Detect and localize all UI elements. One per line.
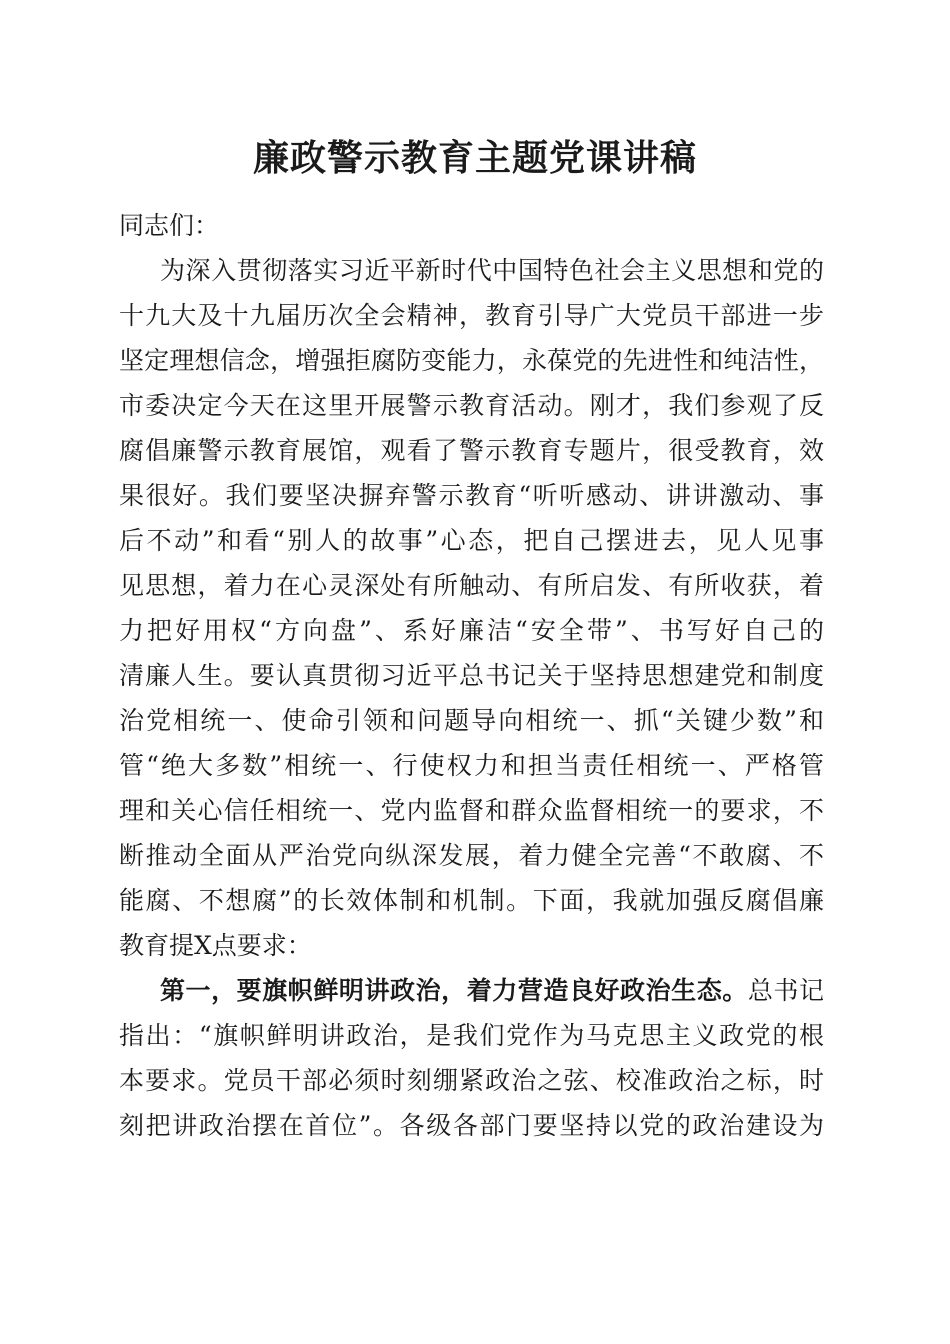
paragraph-line: 腐倡廉警示教育展馆，观看了警示教育专题片，很受教育，效 — [119, 436, 824, 465]
paragraph-line: 清廉人生。要认真贯彻习近平总书记关于坚持思想建党和制度 — [119, 661, 824, 690]
paragraph-line: 本要求。党员干部必须时刻绷紧政治之弦、校准政治之标，时 — [119, 1066, 824, 1095]
paragraph-line: 力把好用权“方向盘”、系好廉洁“安全带”、书写好自己的 — [119, 616, 824, 645]
paragraph-line: 教育提X点要求： — [119, 931, 312, 960]
paragraph-line: 指出：“旗帜鲜明讲政治，是我们党作为马克思主义政党的根 — [119, 1021, 824, 1050]
paragraph-line: 理和关心信任相统一、党内监督和群众监督相统一的要求，不 — [119, 796, 824, 825]
paragraph-line: 断推动全面从严治党向纵深发展，着力健全完善“不敢腐、不 — [119, 841, 824, 870]
paragraph-line: 果很好。我们要坚决摒弃警示教育“听听感动、讲讲激动、事 — [119, 481, 824, 510]
paragraph-line: 刻把讲政治摆在首位”。各级各部门要坚持以党的政治建设为 — [119, 1111, 824, 1140]
paragraph-line: 治党相统一、使命引领和问题导向相统一、抓“关键少数”和 — [119, 706, 824, 735]
paragraph-line: 后不动”和看“别人的故事”心态，把自己摆进去，见人见事 — [119, 526, 824, 555]
paragraph-line: 为深入贯彻落实习近平新时代中国特色社会主义思想和党的 — [160, 256, 824, 285]
paragraph-line: 市委决定今天在这里开展警示教育活动。刚才，我们参观了反 — [119, 391, 824, 420]
paragraph-line — [160, 975, 824, 1007]
paragraph-line: 管“绝大多数”相统一、行使权力和担当责任相统一、严格管 — [119, 751, 824, 780]
paragraph-line: 坚定理想信念，增强拒腐防变能力，永葆党的先进性和纯洁性， — [119, 346, 824, 375]
paragraph-line: 十九大及十九届历次全会精神，教育引导广大党员干部进一步 — [119, 301, 824, 330]
salutation: 同志们： — [119, 211, 220, 240]
document-title: 廉政警示教育主题党课讲稿 — [252, 137, 697, 179]
section-heading: 第一，要旗帜鲜明讲政治，着力营造良好政治生态。 — [160, 976, 748, 1005]
heading-continuation: 总书记 — [747, 976, 824, 1005]
paragraph-line: 见思想，着力在心灵深处有所触动、有所启发、有所收获，着 — [119, 571, 824, 600]
paragraph-line: 能腐、不想腐”的长效体制和机制。下面，我就加强反腐倡廉 — [119, 886, 824, 915]
